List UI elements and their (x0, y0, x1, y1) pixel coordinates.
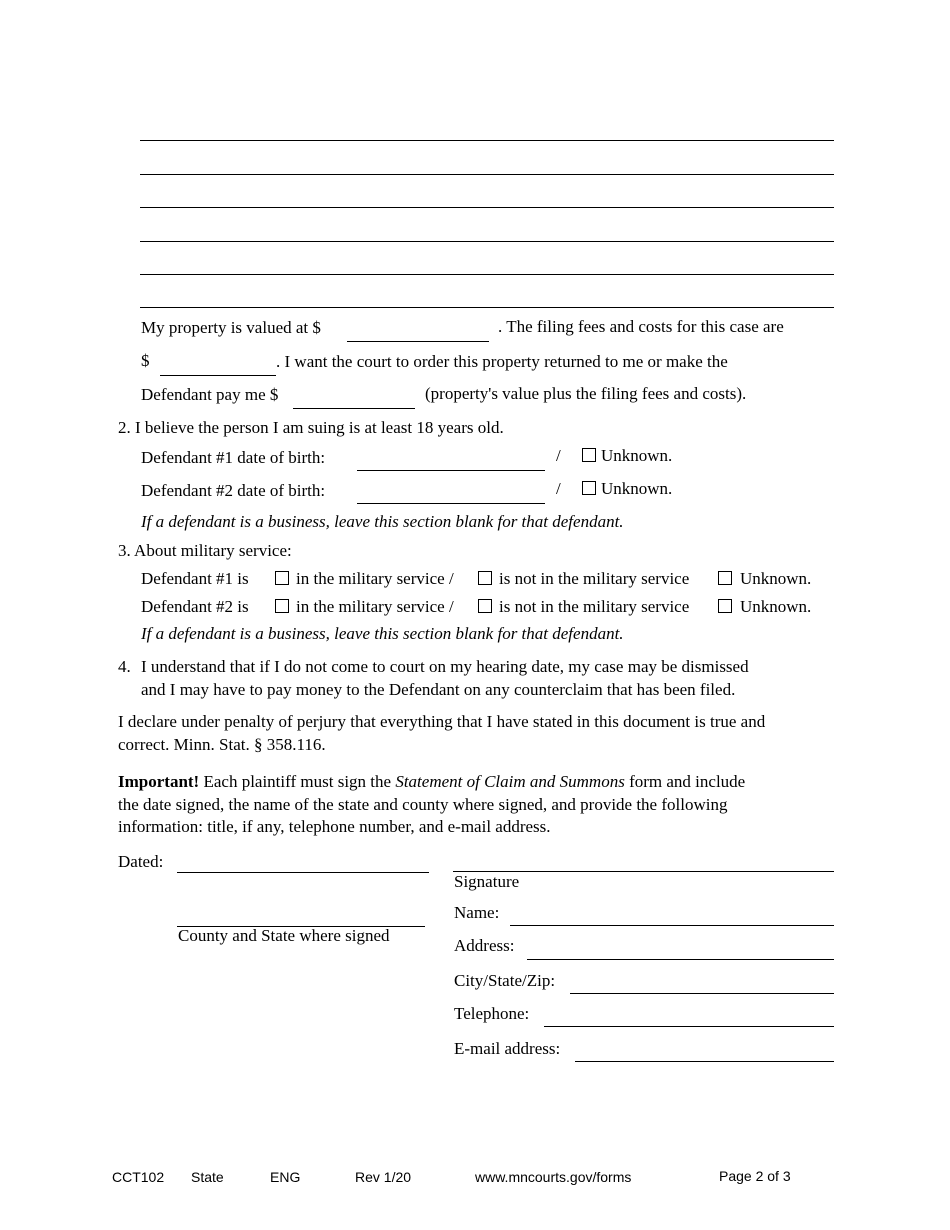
property-valued-label: My property is valued at $ (141, 318, 321, 337)
def2-dob-field[interactable] (357, 503, 545, 504)
important-bold: Important! (118, 772, 200, 791)
business-note: If a defendant is a business, leave this section blank for that defendant. (141, 512, 624, 531)
declaration-line-1: I declare under penalty of perjury that everything that I have stated in this document is true and (118, 712, 766, 731)
property-value-field[interactable] (347, 341, 489, 342)
blank-line[interactable] (140, 274, 834, 275)
def1-military-label: Defendant #1 is (141, 569, 249, 588)
telephone-label: Telephone: (454, 1004, 530, 1023)
def2-dob-label: Defendant #2 date of birth: (141, 481, 326, 500)
defendant-pay-field[interactable] (293, 408, 415, 409)
business-note: If a defendant is a business, leave this section blank for that defendant. (141, 624, 624, 643)
def1-not-in-service-label: is not in the military service (499, 569, 690, 588)
def2-dob-unknown-checkbox[interactable] (582, 481, 596, 495)
def1-dob-field[interactable] (357, 470, 545, 471)
def2-not-in-service-label: is not in the military service (499, 597, 690, 616)
important-line-1 (118, 772, 745, 792)
city-state-zip-field[interactable] (570, 993, 834, 994)
def1-in-service-checkbox[interactable] (275, 571, 289, 585)
dollar-sign: $ (141, 351, 150, 370)
item-4-number: 4. (118, 657, 131, 676)
email-label: E-mail address: (454, 1039, 561, 1058)
blank-line[interactable] (140, 307, 834, 308)
telephone-field[interactable] (544, 1026, 834, 1027)
important-line-2: the date signed, the name of the state and county where signed, and provide the following (118, 795, 728, 814)
declaration-line-2: correct. Minn. Stat. § 358.116. (118, 735, 326, 754)
blank-line[interactable] (140, 241, 834, 242)
filing-fees-text: . The filing fees and costs for this case are (498, 317, 784, 336)
order-text: . I want the court to order this property returned to me or make the (276, 352, 728, 371)
def1-dob-label: Defendant #1 date of birth: (141, 448, 326, 467)
dated-label: Dated: (118, 852, 164, 871)
def2-military-unknown-checkbox[interactable] (718, 599, 732, 613)
item-4-line-2: and I may have to pay money to the Defendant on any counterclaim that has been filed. (141, 680, 736, 699)
def2-military-label: Defendant #2 is (141, 597, 249, 616)
address-label: Address: (454, 936, 515, 955)
footer-url: www.mncourts.gov/forms (475, 1169, 632, 1185)
name-field[interactable] (510, 925, 834, 926)
city-state-zip-label: City/State/Zip: (454, 971, 556, 990)
def1-in-service-label: in the military service / (296, 569, 454, 588)
slash: / (556, 479, 561, 498)
important-text-1: Each plaintiff must sign the (199, 772, 396, 791)
def2-in-service-checkbox[interactable] (275, 599, 289, 613)
email-field[interactable] (575, 1061, 834, 1062)
def1-dob-unknown-checkbox[interactable] (582, 448, 596, 462)
county-state-label: County and State where signed (178, 926, 390, 945)
def2-dob-unknown-label: Unknown. (601, 479, 673, 498)
def1-military-unknown-label: Unknown. (740, 569, 812, 588)
def2-not-in-service-checkbox[interactable] (478, 599, 492, 613)
blank-line[interactable] (140, 140, 834, 141)
form-name: Statement of Claim and Summons (395, 772, 625, 791)
important-text-2: form and include (624, 772, 746, 791)
address-field[interactable] (527, 959, 834, 960)
pay-note: (property's value plus the filing fees and costs). (425, 384, 747, 403)
item-2-heading: 2. I believe the person I am suing is at least 18 years old. (118, 418, 504, 437)
def2-in-service-label: in the military service / (296, 597, 454, 616)
slash: / (556, 446, 561, 465)
def1-not-in-service-checkbox[interactable] (478, 571, 492, 585)
name-label: Name: (454, 903, 500, 922)
item-3-heading: 3. About military service: (118, 541, 292, 560)
footer-page-number: Page 2 of 3 (719, 1168, 791, 1184)
footer-revision: Rev 1/20 (355, 1169, 412, 1185)
dated-field[interactable] (177, 872, 429, 873)
def2-military-unknown-label: Unknown. (740, 597, 812, 616)
footer-type: State (191, 1169, 224, 1185)
footer-form-code: CCT102 (112, 1169, 165, 1185)
footer-language: ENG (270, 1169, 301, 1185)
def1-dob-unknown-label: Unknown. (601, 446, 673, 465)
item-4-line-1: I understand that if I do not come to court on my hearing date, my case may be dismissed (141, 657, 749, 676)
signature-label: Signature (454, 872, 520, 891)
def1-military-unknown-checkbox[interactable] (718, 571, 732, 585)
filing-fees-field[interactable] (160, 375, 276, 376)
blank-line[interactable] (140, 207, 834, 208)
defendant-pay-label: Defendant pay me $ (141, 385, 279, 404)
blank-line[interactable] (140, 174, 834, 175)
important-line-3: information: title, if any, telephone number, and e-mail address. (118, 817, 551, 836)
